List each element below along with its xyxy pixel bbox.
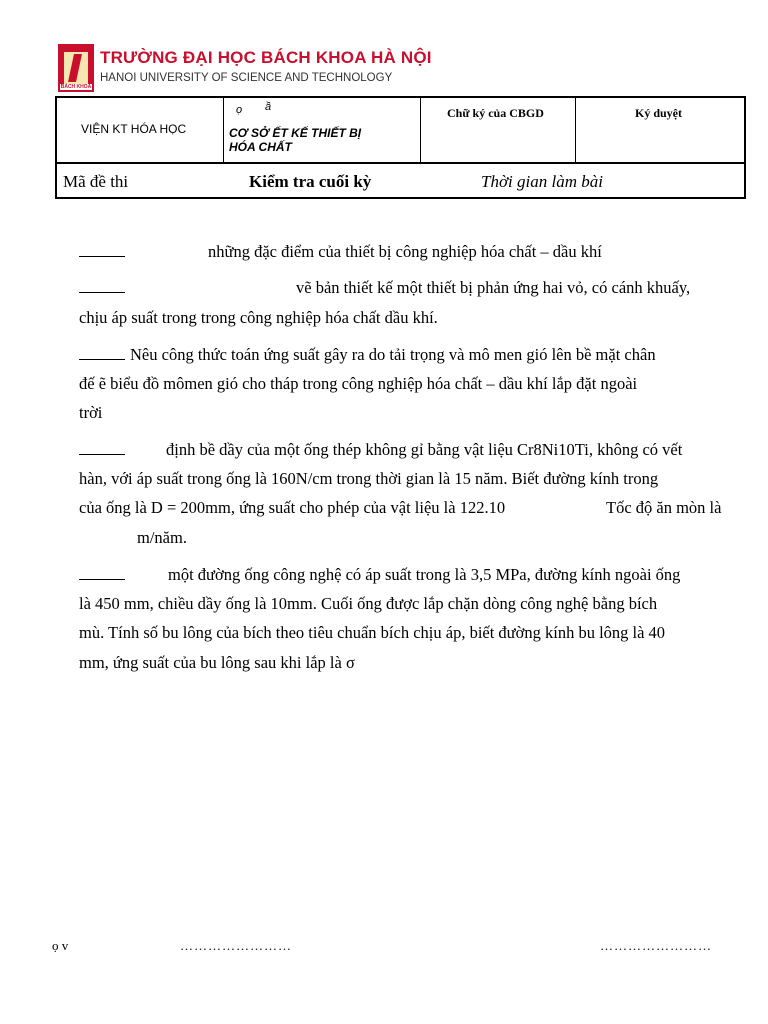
question-5-line4: mm, ứng suất của bu lông sau khi lắp là σ — [79, 653, 355, 672]
approval-header: Ký duyệt — [635, 106, 683, 120]
exam-code-label: Mã đề thi — [63, 172, 129, 191]
footer-signature-line-2: …………………… — [600, 938, 712, 953]
answer-blank — [79, 567, 125, 580]
university-logo — [58, 44, 94, 92]
course-title-line2: HÓA CHẤT — [229, 140, 292, 154]
footer-signature-line-1: …………………… — [180, 938, 292, 953]
question-4-line2: hàn, với áp suất trong ống là 160N/cm trong thời gian là 15 năm. Biết đường kính trong — [79, 469, 659, 488]
question-4-line4: m/năm. — [137, 528, 187, 547]
question-5 — [79, 565, 125, 585]
question-4-line3a: của ống là D = 200mm, ứng suất cho phép của vật liệu là 122.10 — [79, 498, 506, 517]
course-fragment-2: ầ — [265, 101, 272, 113]
question-3-line1: Nêu công thức toán ứng suất gây ra do tải trọng và mô men gió lên bề mặt chân — [130, 345, 656, 364]
question-3-line3: trời — [79, 403, 103, 422]
answer-blank — [79, 347, 125, 360]
institute-name: VIỆN KT HÓA HỌC — [81, 122, 187, 136]
school-name-en: HANOI UNIVERSITY OF SCIENCE AND TECHNOLOGY — [100, 72, 393, 84]
question-4-line1: định bề dầy của một ống thép không gỉ bằng vật liệu Cr8Ni10Ti, không có vết — [166, 440, 683, 459]
question-2-line2: chịu áp suất trong trong công nghiệp hóa chất dầu khí. — [79, 308, 438, 327]
course-title-line1: CƠ SỞ ẾT KẾ THIẾT BỊ — [229, 126, 362, 140]
question-2 — [79, 278, 125, 298]
question-5-line1: một đường ống công nghệ có áp suất trong là 3,5 MPa, đường kính ngoài ống — [168, 565, 681, 584]
lecturer-signature-header: Chữ ký của CBGD — [447, 106, 544, 120]
question-5-line3: mù. Tính số bu lông của bích theo tiêu chuẩn bích chịu áp, biết đường kính bu lông là 40 — [79, 623, 666, 642]
answer-blank — [79, 280, 125, 293]
question-4 — [79, 440, 125, 460]
question-3 — [79, 345, 125, 365]
logo-label: BÁCH KHOA — [60, 84, 92, 90]
question-2-line1: vẽ bản thiết kế một thiết bị phản ứng hai vỏ, có cánh khuấy, — [296, 278, 691, 297]
duration-label: Thời gian làm bài — [481, 172, 603, 191]
exam-type: Kiểm tra cuối kỳ — [249, 172, 372, 191]
footer-left-text: ọ v — [52, 938, 69, 953]
school-name-vi: TRƯỜNG ĐẠI HỌC BÁCH KHOA HÀ NỘI — [100, 48, 432, 67]
question-5-line2: là 450 mm, chiều dầy ống là 10mm. Cuối ống được lắp chặn dòng công nghệ bằng bích — [79, 594, 658, 613]
question-3-line2: đế ẽ biểu đồ mômen gió cho tháp trong công nghiệp hóa chất – dầu khí lắp đặt ngoài — [79, 374, 638, 393]
question-1-text: những đặc điểm của thiết bị công nghiệp hóa chất – dầu khí — [208, 242, 602, 261]
exam-header-table — [55, 96, 746, 199]
answer-blank — [79, 244, 125, 257]
question-1 — [79, 242, 125, 262]
course-fragment-1: ọ — [236, 104, 243, 116]
question-4-line3b: Tốc độ ăn mòn là — [606, 498, 722, 517]
answer-blank — [79, 442, 125, 455]
